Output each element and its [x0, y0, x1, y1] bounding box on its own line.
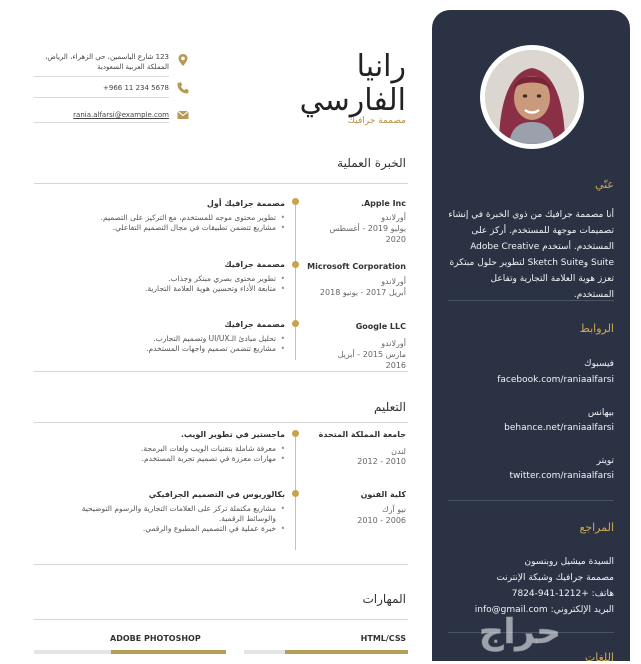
edu-role: بكالوريوس في التصميم الجرافيكي: [148, 490, 285, 499]
skill-label: ADOBE PHOTOSHOP: [110, 634, 201, 643]
link-twitter[interactable]: twitter.com/raniaalfarsi: [509, 471, 614, 481]
list-item: • مشاريع تتضمن تطبيقات في مجال التصميم التفاعلي.: [55, 223, 285, 233]
profile-photo: [485, 50, 579, 144]
timeline-dot: [292, 198, 299, 205]
sidebar-divider: [448, 300, 614, 301]
edu-org: جامعة المملكة المتحدة: [318, 430, 406, 439]
watermark-text: حراج: [479, 612, 561, 652]
exp-role: مصممة جرافيك: [224, 260, 285, 269]
email-link[interactable]: rania.alfarsi@example.com: [73, 111, 169, 119]
timeline-dot: [292, 430, 299, 437]
experience-title: الخبرة العملية: [337, 156, 406, 170]
exp-location: أورلاندو: [381, 213, 406, 222]
exp-location: أورلاندو: [381, 277, 406, 286]
section-divider: [34, 564, 408, 565]
phone-number: +966 11 234 5678: [103, 84, 169, 92]
contact-phone: [34, 83, 169, 98]
link-facebook[interactable]: facebook.com/raniaalfarsi: [497, 375, 614, 385]
list-item: • خبرة عملية في التصميم المطبوع والرقمي.: [55, 524, 285, 534]
exp-bullets: [55, 213, 285, 233]
list-item: • تطوير محتوى موجه للمستخدم، مع التركيز على التصميم.: [55, 213, 285, 223]
edu-location: لندن: [391, 447, 406, 456]
skill-bar-fill: [111, 650, 226, 654]
exp-dates: أبريل 2017 - يونيو 2018: [319, 288, 406, 297]
list-item: • متابعة الأداء وتحسين هوية العلامة التجارية.: [55, 284, 285, 294]
contact-address: 123 شارع الياسمين، حي الزهراء، الرياض، المملكة العربية السعودية: [34, 52, 169, 77]
references-title: المراجع: [579, 521, 614, 534]
exp-location: أورلاندو: [381, 339, 406, 348]
experience-divider: [34, 183, 408, 184]
skill-bar: [244, 650, 408, 654]
list-item: • مهارات معززة في تصميم تجربة المستخدم.: [55, 454, 285, 464]
exp-bullets: [55, 334, 285, 354]
about-text: أنا مصممة جرافيك من ذوي الخبرة في إنشاء تصميمات موجهة للمستخدم. أركز على المستخدم. أستخدم Adobe Creative Suite وSketch Suite لتطوير حلول مبتكرة تعزز هوية العلامة التجارية وتفاعل المستخدم.: [448, 210, 614, 300]
exp-role: مصممة جرافيك: [224, 320, 285, 329]
job-title: مصممة جرافيك: [347, 116, 406, 126]
phone-icon: [176, 81, 190, 95]
location-pin-icon: [176, 53, 190, 67]
haraj-watermark-logo: [405, 611, 635, 653]
exp-org: Apple Inc.: [360, 199, 406, 208]
sidebar: [432, 10, 630, 664]
about-title: عنّي: [594, 178, 614, 191]
exp-bullets: [55, 274, 285, 294]
experience-timeline: [295, 200, 296, 360]
edu-role: ماجستير في تطوير الويب.: [180, 430, 285, 439]
list-item: • تطوير محتوى بصري مبتكر وجذاب.: [55, 274, 285, 284]
edu-dates: 2006 - 2010: [357, 516, 406, 525]
languages-title: اللغات: [584, 651, 614, 664]
education-divider: [34, 422, 408, 423]
reference-email: البريد الإلكتروني: info@gmail.com: [474, 605, 614, 615]
list-item: • معرفة شاملة بتقنيات الويب ولغات البرمجة.: [55, 444, 285, 454]
skill-bar-fill: [285, 650, 408, 654]
reference-phone: هاتف: +1212-941-7824: [511, 589, 614, 599]
exp-org: Microsoft Corporation: [307, 262, 406, 271]
exp-dates: يوليو 2019 - أغسطس 2020: [329, 224, 406, 244]
skills-title: المهارات: [362, 592, 406, 606]
edu-dates: 2010 - 2012: [357, 457, 406, 466]
edu-bullets: [55, 444, 285, 464]
list-item: • مشاريع مكتملة تركز على العلامات التجارية والرسوم التوضيحية والوسائط الرقمية.: [55, 504, 285, 524]
edu-location: نيو آرك: [382, 505, 406, 514]
exp-role: مصممة جرافيك أول: [206, 199, 285, 208]
main-column: [30, 0, 410, 661]
skill-label: HTML/CSS: [360, 634, 406, 643]
link-label-facebook: فيسبوك: [584, 359, 614, 369]
edu-org: كلية الفنون: [360, 490, 406, 499]
timeline-dot: [292, 320, 299, 327]
section-divider: [34, 371, 408, 372]
link-label-twitter: تويتر: [596, 456, 614, 466]
envelope-icon: [176, 108, 190, 122]
avatar: [480, 45, 584, 149]
reference-role: مصممة جرافيك وشبكة الإنترنت: [496, 573, 614, 583]
skills-divider: [34, 619, 408, 620]
timeline-dot: [292, 490, 299, 497]
link-behance[interactable]: behance.net/raniaalfarsi: [504, 423, 614, 433]
person-name: رانيا الفارسي: [299, 49, 406, 118]
exp-dates: مارس 2015 - أبريل 2016: [337, 350, 406, 370]
sidebar-divider: [448, 500, 614, 501]
contact-email: [34, 110, 169, 123]
link-label-behance: بيهانس: [587, 408, 614, 418]
edu-bullets: [55, 504, 285, 534]
education-title: التعليم: [374, 400, 406, 414]
reference-name: السيدة ميشيل روبنسون: [524, 557, 614, 567]
links-title: الروابط: [579, 322, 614, 335]
list-item: • تحليل مبادئ الـUI/UX وتصميم التجارب.: [55, 334, 285, 344]
exp-org: Google LLC: [355, 322, 406, 331]
skill-bar: [34, 650, 226, 654]
list-item: • مشاريع تتضمن تصميم واجهات المستخدم.: [55, 344, 285, 354]
